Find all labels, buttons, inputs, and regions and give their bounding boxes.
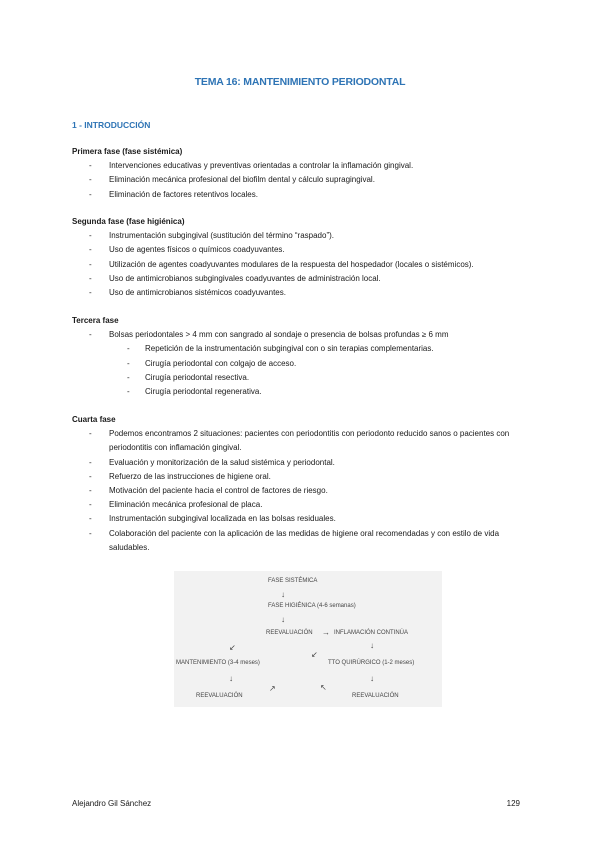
node-inflamacion-continua: INFLAMACIÓN CONTINÚA xyxy=(334,630,409,636)
flow-diagram xyxy=(174,571,442,707)
list-item: - Podemos encontramos 2 situaciones: pacientes con periodontitis con periodonto reducido sanos o pacientes con periodontitis con inflamación gingival. xyxy=(72,427,532,455)
page-number: 129 xyxy=(506,799,520,808)
phase-title: Tercera fase xyxy=(72,316,119,325)
phase-block-4 xyxy=(72,413,532,555)
node-reevaluacion-right: REEVALUACIÓN xyxy=(352,693,399,699)
phase-title: Cuarta fase xyxy=(72,415,116,424)
list-item: - Motivación del paciente hacia el control de factores de riesgo. xyxy=(72,484,532,498)
phase-block-3 xyxy=(72,314,532,399)
list-item: - Eliminación mecánica profesional del biofilm dental y cálculo supragingival. xyxy=(72,173,532,187)
arrow-down-left-icon: ↙ xyxy=(311,650,318,659)
node-reevaluacion: REEVALUACIÓN xyxy=(266,630,313,636)
list-item: - Uso de agentes físicos o químicos coadyuvantes. xyxy=(72,243,532,257)
phase-list xyxy=(72,328,532,342)
list-item: - Colaboración del paciente con la aplicación de las medidas de higiene oral recomendadas y con estilo de vida saludables. xyxy=(72,527,532,555)
arrow-up-right-icon: ↗ xyxy=(269,684,276,693)
list-item: - Instrumentación subgingival localizada en las bolsas residuales. xyxy=(72,512,532,526)
arrow-down-icon: ↓ xyxy=(370,641,374,650)
list-item: - Bolsas periodontales > 4 mm con sangrado al sondaje o presencia de bolsas profundas ≥ 6 mm xyxy=(72,328,532,342)
list-item: - Eliminación mecánica profesional de placa. xyxy=(72,498,532,512)
section-heading: 1 - INTRODUCCIÓN xyxy=(72,120,151,130)
phase-list xyxy=(72,427,532,555)
node-reevaluacion-left: REEVALUACIÓN xyxy=(196,693,243,699)
phase-title: Primera fase (fase sistémica) xyxy=(72,147,183,156)
phase-title: Segunda fase (fase higiénica) xyxy=(72,217,185,226)
arrow-down-icon: ↓ xyxy=(229,674,233,683)
list-item: - Evaluación y monitorización de la salud sistémica y periodontal. xyxy=(72,456,532,470)
arrow-down-icon: ↓ xyxy=(281,615,285,624)
list-item: - Eliminación de factores retentivos locales. xyxy=(72,188,532,202)
arrow-up-left-icon: ↖ xyxy=(320,683,327,692)
sublist-item: - Cirugía periodontal regenerativa. xyxy=(72,385,532,399)
arrow-down-icon: ↓ xyxy=(281,590,285,599)
phase-list xyxy=(72,159,532,202)
node-mantenimiento: MANTENIMIENTO (3-4 meses) xyxy=(176,660,260,666)
list-item: - Uso de antimicrobianos subgingivales coadyuvantes de administración local. xyxy=(72,272,532,286)
page-title: TEMA 16: MANTENIMIENTO PERIODONTAL xyxy=(194,76,406,88)
sublist-item: - Cirugía periodontal resectiva. xyxy=(72,371,532,385)
list-item: - Intervenciones educativas y preventivas orientadas a controlar la inflamación gingival. xyxy=(72,159,532,173)
phase-sublist xyxy=(72,342,532,399)
node-fase-sistemica: FASE SISTÉMICA xyxy=(268,578,318,584)
arrow-down-left-icon: ↙ xyxy=(229,643,236,652)
list-item: - Uso de antimicrobianos sistémicos coadyuvantes. xyxy=(72,286,532,300)
node-tto-quirurgico: TTO QUIRÚRGICO (1-2 meses) xyxy=(328,660,415,666)
list-item: - Refuerzo de las instrucciones de higiene oral. xyxy=(72,470,532,484)
phase-block-2 xyxy=(72,215,532,300)
phase-block-1 xyxy=(72,145,532,202)
phase-list xyxy=(72,229,532,300)
list-item: - Instrumentación subgingival (sustitución del término “raspado”). xyxy=(72,229,532,243)
footer-author: Alejandro Gil Sánchez xyxy=(72,799,152,808)
list-item: - Utilización de agentes coadyuvantes modulares de la respuesta del hospedador (locales o sistémicos). xyxy=(72,258,532,272)
sublist-item: - Repetición de la instrumentación subgingival con o sin terapias complementarias. xyxy=(72,342,532,356)
node-fase-higienica: FASE HIGIÉNICA (4-6 semanas) xyxy=(268,603,356,609)
arrow-right-icon: → xyxy=(322,628,330,637)
sublist-item: - Cirugía periodontal con colgajo de acceso. xyxy=(72,357,532,371)
arrow-down-icon: ↓ xyxy=(370,674,374,683)
